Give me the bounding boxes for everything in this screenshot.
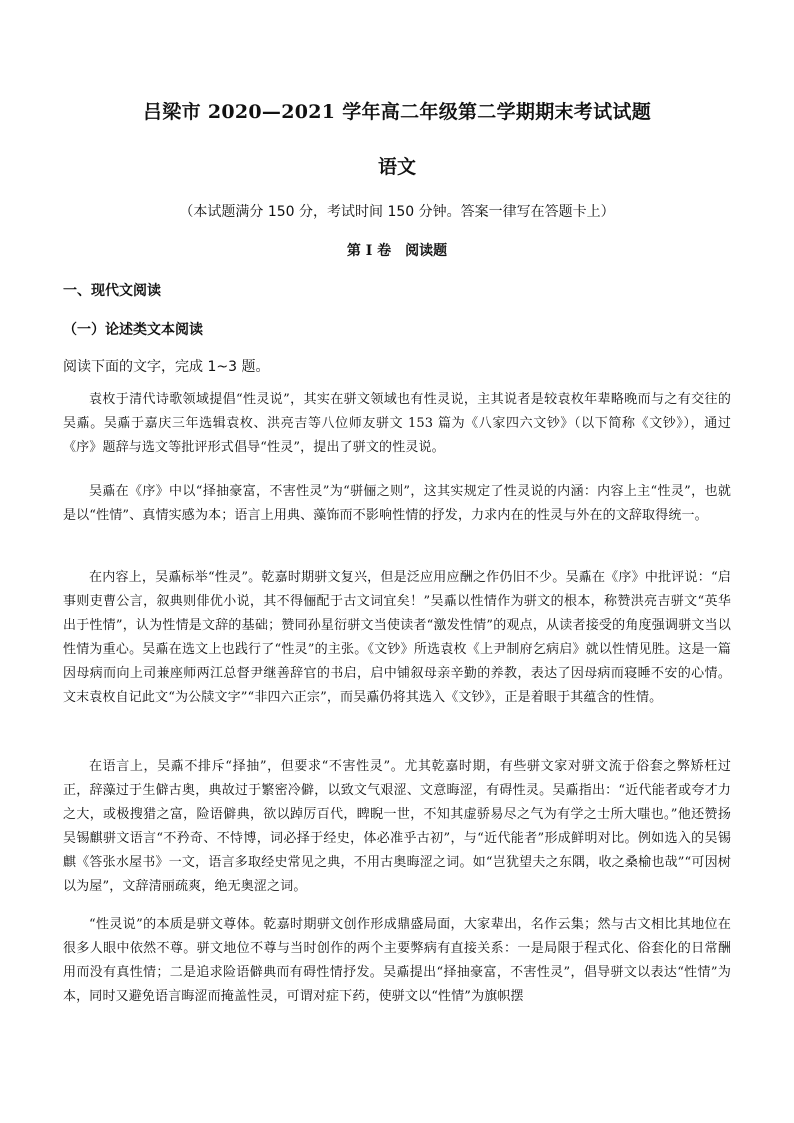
passage-paragraph-2: 吴鼒在《序》中以“择抽豪富，不害性灵”为“骈俪之则”，这其实规定了性灵说的内涵：内容上主“性灵”，也就是以“性情”、真情实感为本；语言上用典、藻饰而不影响性情的抒发，力求内在的性灵与外在的文辞取得统一。: [63, 484, 731, 523]
exam-title: 吕梁市 2020—2021 学年高二年级第二学期期末考试试题: [143, 101, 651, 123]
subsection-heading: （一）论述类文本阅读: [63, 322, 203, 338]
passage-paragraph-4: 在语言上，吴鼒不排斥“择抽”，但要求“不害性灵”。尤其乾嘉时期，有些骈文家对骈文流于俗套之弊矫枉过正，辞藻过于生僻古奥，典故过于繁密冷僻，以致文气艰涩、文意晦涩，有碍性灵。吴鼒指出：“近代能者或夸才力之大，或极搜猎之富，险语僻典，欲以踔厉百代，睥睨一世，不知其虚骄易尽之气为有学之士所大嗤也。”他还赞扬吴锡麒骈文语言“不矜奇、不恃博，词必择于经史，体必准乎古初”，与“近代能者”形成鲜明对比。例如选入的吴锡麒《答张水屋书》一文，语言多取经史常见之典，不用古奥晦涩之词。如“岂犹望夫之东隅，收之桑榆也哉”“可因树以为屋”，文辞清丽疏爽，绝无奥涩之词。: [63, 759, 731, 894]
subject-title: 语文: [377, 156, 416, 178]
passage-paragraph-5: “性灵说”的本质是骈文尊体。乾嘉时期骈文创作形成鼎盛局面，大家辈出，名作云集；然与古文相比其地位在很多人眼中依然不尊。骈文地位不尊与当时创作的两个主要弊病有直接关系：一是局限于程式化、俗套化的日常酬用而没有真性情；二是追求险语僻典而有碍性情抒发。吴鼒提出“择抽豪富，不害性灵”，倡导骈文以表达“性情”为本，同时又避免语言晦涩而掩盖性灵，可谓对症下药，使骈文以“性情”为旗帜摆: [63, 917, 731, 1004]
section-heading: 一、现代文阅读: [63, 283, 161, 299]
volume-heading: 第 I 卷 阅读题: [346, 243, 448, 259]
passage-paragraph-3: 在内容上，吴鼒标举“性灵”。乾嘉时期骈文复兴，但是泛应用应酬之作仍旧不少。吴鼒在《序》中批评说：“启事则吏曹公言，叙典则俳优小说，其不得俪配于古文词宜矣！”吴鼒以性情作为骈文的根本，称赞洪亮吉骈文“英华出于性情”，认为性情是文辞的基础；赞同孙星衍骈文当使读者“激发性情”的观点，从读者接受的角度强调骈文当以性情为重心。吴鼒在选文上也践行了“性灵”的主张。《文钞》所选袁枚《上尹制府乞病启》就以性情见胜。这是一篇因母病而向上司兼座师两江总督尹继善辞官的书启，启中铺叙母亲辛勤的养教，表达了因母病而寝睡不安的心情。文末袁枚自记此文“为公牍文字”“非四六正宗”，而吴鼒仍将其选入《文钞》，正是着眼于其蕴含的性情。: [63, 570, 731, 705]
exam-note: （本试题满分 150 分，考试时间 150 分钟。答案一律写在答题卡上）: [179, 204, 615, 220]
reading-instruction: 阅读下面的文字，完成 1~3 题。: [63, 359, 270, 375]
passage-paragraph-1: 袁枚于清代诗歌领域提倡“性灵说”，其实在骈文领域也有性灵说，主其说者是较袁枚年辈略晚而与之有交往的吴鼒。吴鼒于嘉庆三年选辑袁枚、洪亮吉等八位师友骈文 153 篇为《八家四六文钞》（以下简称《文钞》），通过《序》题辞与选文等批评形式倡导“性灵”，提出了骈文的性灵说。: [63, 392, 731, 455]
